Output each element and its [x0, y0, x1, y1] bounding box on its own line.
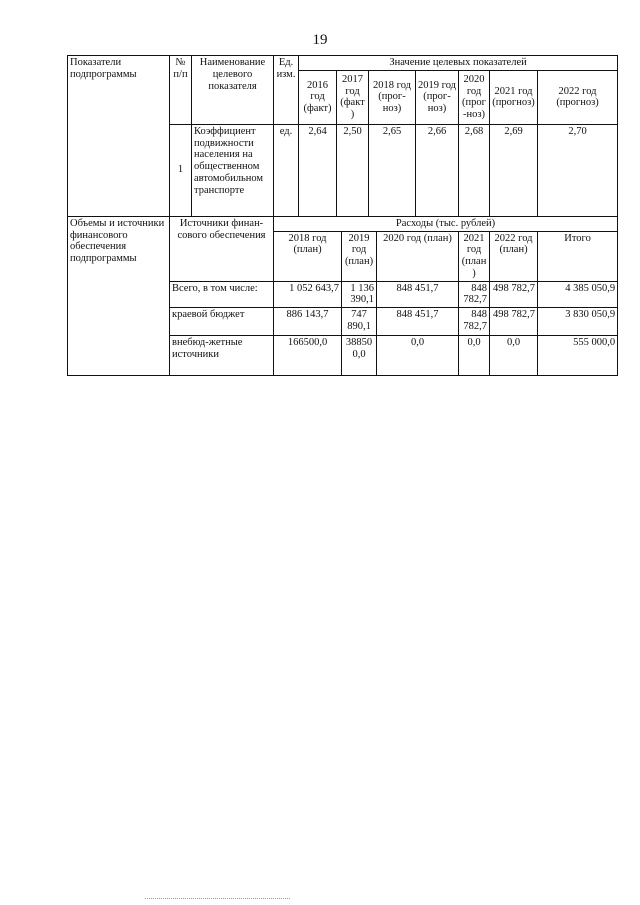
plan-2020: 2020 год (план)	[377, 231, 459, 281]
plan-2019: 2019 год (план)	[342, 231, 377, 281]
expenses-title: Расходы (тыс. рублей)	[274, 216, 618, 231]
source-label: Всего, в том числе:	[170, 281, 274, 308]
amount-cell: 3 830 050,9	[538, 308, 618, 336]
amount-cell: 166500,0	[274, 336, 342, 376]
amount-cell: 1 052 643,7	[274, 281, 342, 308]
year-2018: 2018 год (прог-ноз)	[369, 70, 416, 124]
value-2021: 2,69	[490, 124, 538, 216]
amount-cell: 848 451,7	[377, 308, 459, 336]
amount-cell: 498 782,7	[490, 281, 538, 308]
amount-cell: 848 782,7	[459, 281, 490, 308]
footer-divider	[145, 898, 290, 899]
plan-total: Итого	[538, 231, 618, 281]
value-2019: 2,66	[416, 124, 459, 216]
value-2016: 2,64	[299, 124, 337, 216]
value-2022: 2,70	[538, 124, 618, 216]
source-label: внебюд-жетные источники	[170, 336, 274, 376]
source-label: краевой бюджет	[170, 308, 274, 336]
amount-cell: 848 451,7	[377, 281, 459, 308]
plan-2022: 2022 год (план)	[490, 231, 538, 281]
value-2017: 2,50	[337, 124, 369, 216]
amount-cell: 0,0	[459, 336, 490, 376]
year-2020: 2020 год (прог-ноз)	[459, 70, 490, 124]
amount-cell: 886 143,7	[274, 308, 342, 336]
plan-2021: 2021 год (план)	[459, 231, 490, 281]
header-num: № п/п	[170, 56, 192, 125]
header-unit: Ед. изм.	[274, 56, 299, 125]
amount-cell: 848 782,7	[459, 308, 490, 336]
header-name: Наименование целевого показателя	[192, 56, 274, 125]
page-number: 19	[312, 32, 328, 48]
row-unit: ед.	[274, 124, 299, 216]
year-2019: 2019 год (прог-ноз)	[416, 70, 459, 124]
amount-cell: 498 782,7	[490, 308, 538, 336]
year-2017: 2017 год (факт)	[337, 70, 369, 124]
year-2022: 2022 год (прогноз)	[538, 70, 618, 124]
value-2018: 2,65	[369, 124, 416, 216]
plan-2018: 2018 год (план)	[274, 231, 342, 281]
header-sources: Источники финан-сового обеспечения	[170, 216, 274, 281]
values-title: Значение целевых показателей	[299, 56, 618, 71]
amount-cell: 555 000,0	[538, 336, 618, 376]
amount-cell: 4 385 050,9	[538, 281, 618, 308]
section2-label: Объемы и источники финансового обеспечения подпрограммы	[68, 216, 170, 375]
row-num: 1	[170, 124, 192, 216]
amount-cell: 1 136 390,1	[342, 281, 377, 308]
value-2020: 2,68	[459, 124, 490, 216]
amount-cell: 388500,0	[342, 336, 377, 376]
amount-cell: 0,0	[490, 336, 538, 376]
row-indicator-name: Коэффициент подвижности населения на общественном автомобильном транспорте	[192, 124, 274, 216]
year-2021: 2021 год (прогноз)	[490, 70, 538, 124]
passport-table	[67, 55, 618, 376]
amount-cell: 0,0	[377, 336, 459, 376]
year-2016: 2016 год (факт)	[299, 70, 337, 124]
amount-cell: 747 890,1	[342, 308, 377, 336]
section1-label: Показатели подпрограммы	[68, 56, 170, 217]
